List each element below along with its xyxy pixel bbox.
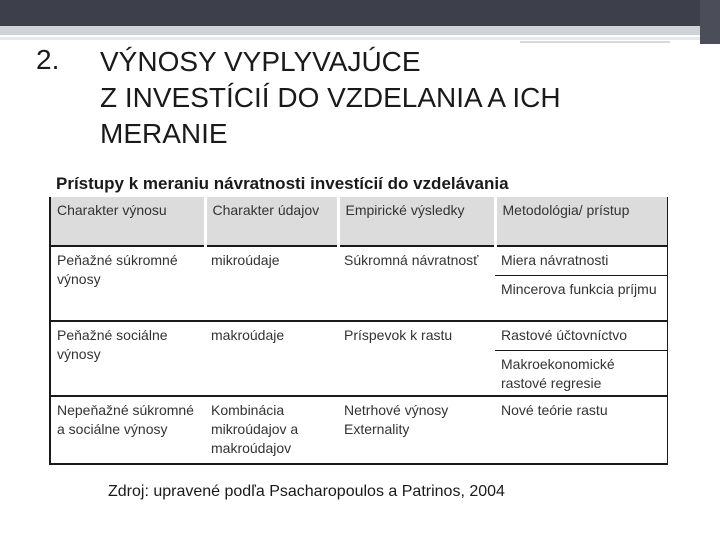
title-line-3: MERANIE (100, 118, 228, 149)
table-caption: Prístupy k meraniu návratnosti investícií do vzdelávania (56, 174, 509, 193)
table-row (50, 246, 667, 276)
cell-result: Príspevok k rastu (338, 321, 495, 396)
slide-number: 2. (36, 44, 60, 75)
cell-method: Rastové účtovníctvo (495, 321, 667, 351)
header-bar-accent (520, 41, 670, 43)
header-bar-dark (0, 0, 700, 26)
header-cell: Charakter údajov (205, 197, 338, 246)
source-note: Zdroj: upravené podľa Psacharopoulos a Patrinos, 2004 (108, 483, 505, 500)
cell-data-type: makroúdaje (205, 321, 338, 396)
cell-result: Netrhové výnosy Externality (338, 396, 495, 464)
cell-method: Nové teórie rastu (495, 396, 667, 464)
title-line-1: VÝNOSY VYPLYVAJÚCE (100, 46, 421, 77)
cell-data-type: mikroúdaje (205, 246, 338, 321)
cell-return-type: Peňažné súkromné výnosy (50, 246, 205, 321)
slide-title (100, 44, 680, 152)
cell-result: Súkromná návratnosť (338, 246, 495, 321)
header-bar-thin (0, 37, 700, 40)
header-bar-light (0, 26, 700, 35)
table-row (50, 396, 667, 464)
header-cell: Empirické výsledky (338, 197, 495, 246)
cell-return-type: Nepeňažné súkromné a sociálne výnosy (50, 396, 205, 464)
header-cell: Metodológia/ prístup (495, 197, 667, 246)
table-header-row (50, 197, 667, 246)
cell-return-type: Peňažné sociálne výnosy (50, 321, 205, 396)
table-row (50, 321, 667, 351)
header-bar-corner (700, 0, 720, 44)
cell-method: Miera návratnosti (495, 246, 667, 276)
title-line-2: Z INVESTÍCIÍ DO VZDELANIA A ICH (100, 82, 561, 113)
header-cell: Charakter výnosu (50, 197, 205, 246)
cell-method: Makroekonomické rastové regresie (495, 351, 667, 397)
cell-method: Mincerova funkcia príjmu (495, 276, 667, 322)
cell-data-type: Kombinácia mikroúdajov a makroúdajov (205, 396, 338, 464)
approaches-table (49, 197, 668, 465)
